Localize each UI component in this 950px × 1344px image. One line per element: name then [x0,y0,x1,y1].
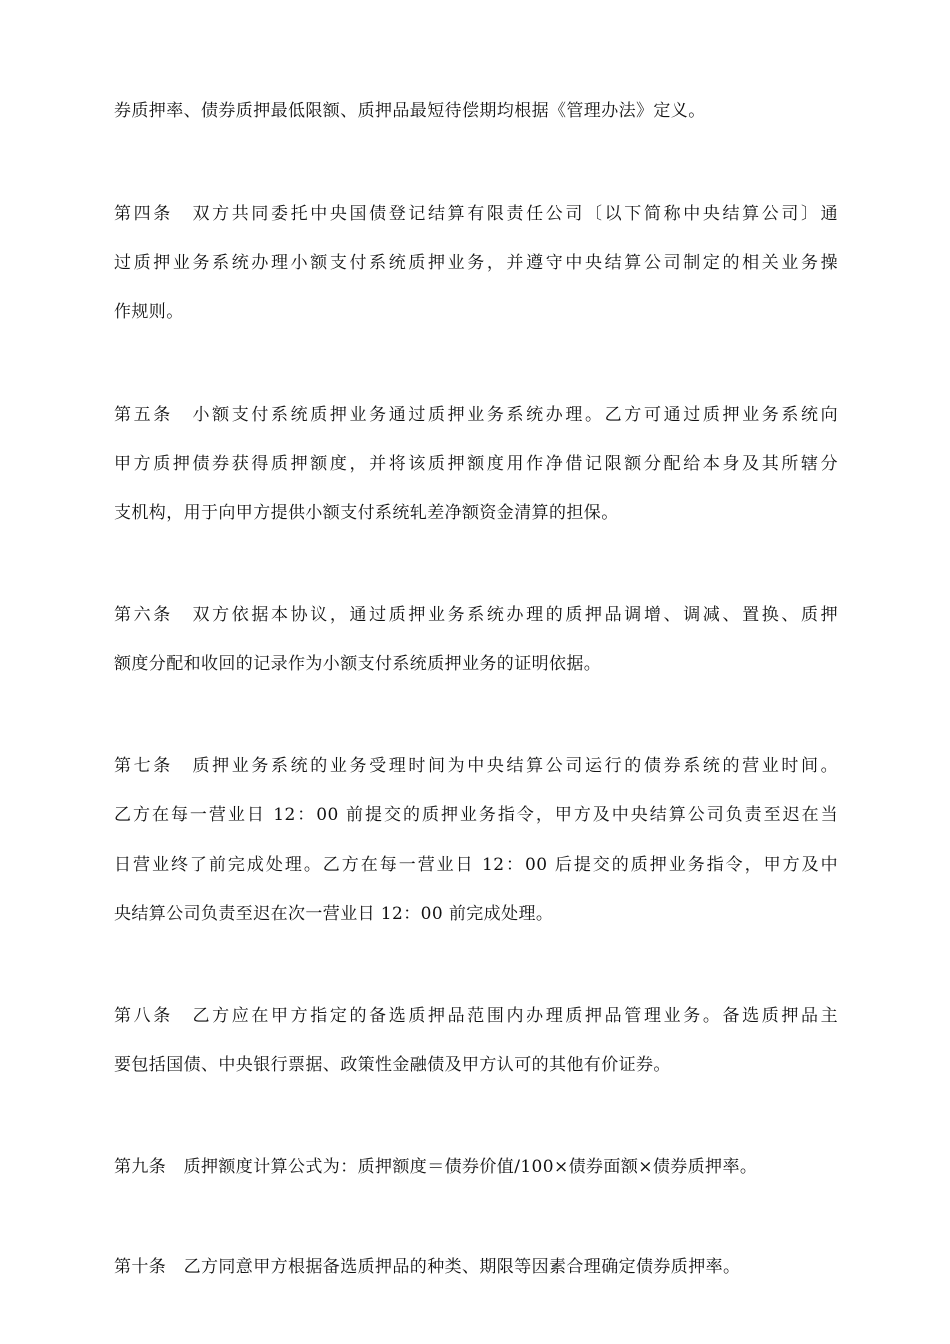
text-line: 券质押率、债券质押最低限额、质押品最短待偿期均根据《管理办法》定义。 [114,101,706,121]
article-7-line-4: 央结算公司负责至迟在次一营业日 12：00 前完成处理。 [114,904,554,924]
article-8-line-1: 第八条 乙方应在甲方指定的备选质押品范围内办理质押品管理业务。备选质押品主 [114,1006,838,1026]
article-4-line-2: 过质押业务系统办理小额支付系统质押业务，并遵守中央结算公司制定的相关业务操 [114,253,838,273]
article-7-line-3: 日营业终了前完成处理。乙方在每一营业日 12：00 后提交的质押业务指令，甲方及中 [114,855,838,875]
article-5-line-1: 第五条 小额支付系统质押业务通过质押业务系统办理。乙方可通过质押业务系统向 [114,405,838,425]
article-4-line-1: 第四条 双方共同委托中央国债登记结算有限责任公司〔以下简称中央结算公司〕通 [114,204,838,224]
article-7-line-1: 第七条 质押业务系统的业务受理时间为中央结算公司运行的债券系统的营业时间。 [114,756,838,776]
article-5-line-2: 甲方质押债券获得质押额度，并将该质押额度用作净借记限额分配给本身及其所辖分 [114,454,838,474]
article-10-line-1: 第十条 乙方同意甲方根据备选质押品的种类、期限等因素合理确定债券质押率。 [114,1257,741,1277]
article-9-line-1: 第九条 质押额度计算公式为：质押额度＝债券价值/100×债券面额×债券质押率。 [114,1157,758,1177]
article-5-line-3: 支机构，用于向甲方提供小额支付系统轧差净额资金清算的担保。 [114,503,619,523]
article-7-line-2: 乙方在每一营业日 12：00 前提交的质押业务指令，甲方及中央结算公司负责至迟在当 [114,805,838,825]
article-6-line-1: 第六条 双方依据本协议，通过质押业务系统办理的质押品调增、调减、置换、质押 [114,605,838,625]
article-4-line-3: 作规则。 [114,302,184,322]
article-6-line-2: 额度分配和收回的记录作为小额支付系统质押业务的证明依据。 [114,654,602,674]
article-8-line-2: 要包括国债、中央银行票据、政策性金融债及甲方认可的其他有价证券。 [114,1055,671,1075]
